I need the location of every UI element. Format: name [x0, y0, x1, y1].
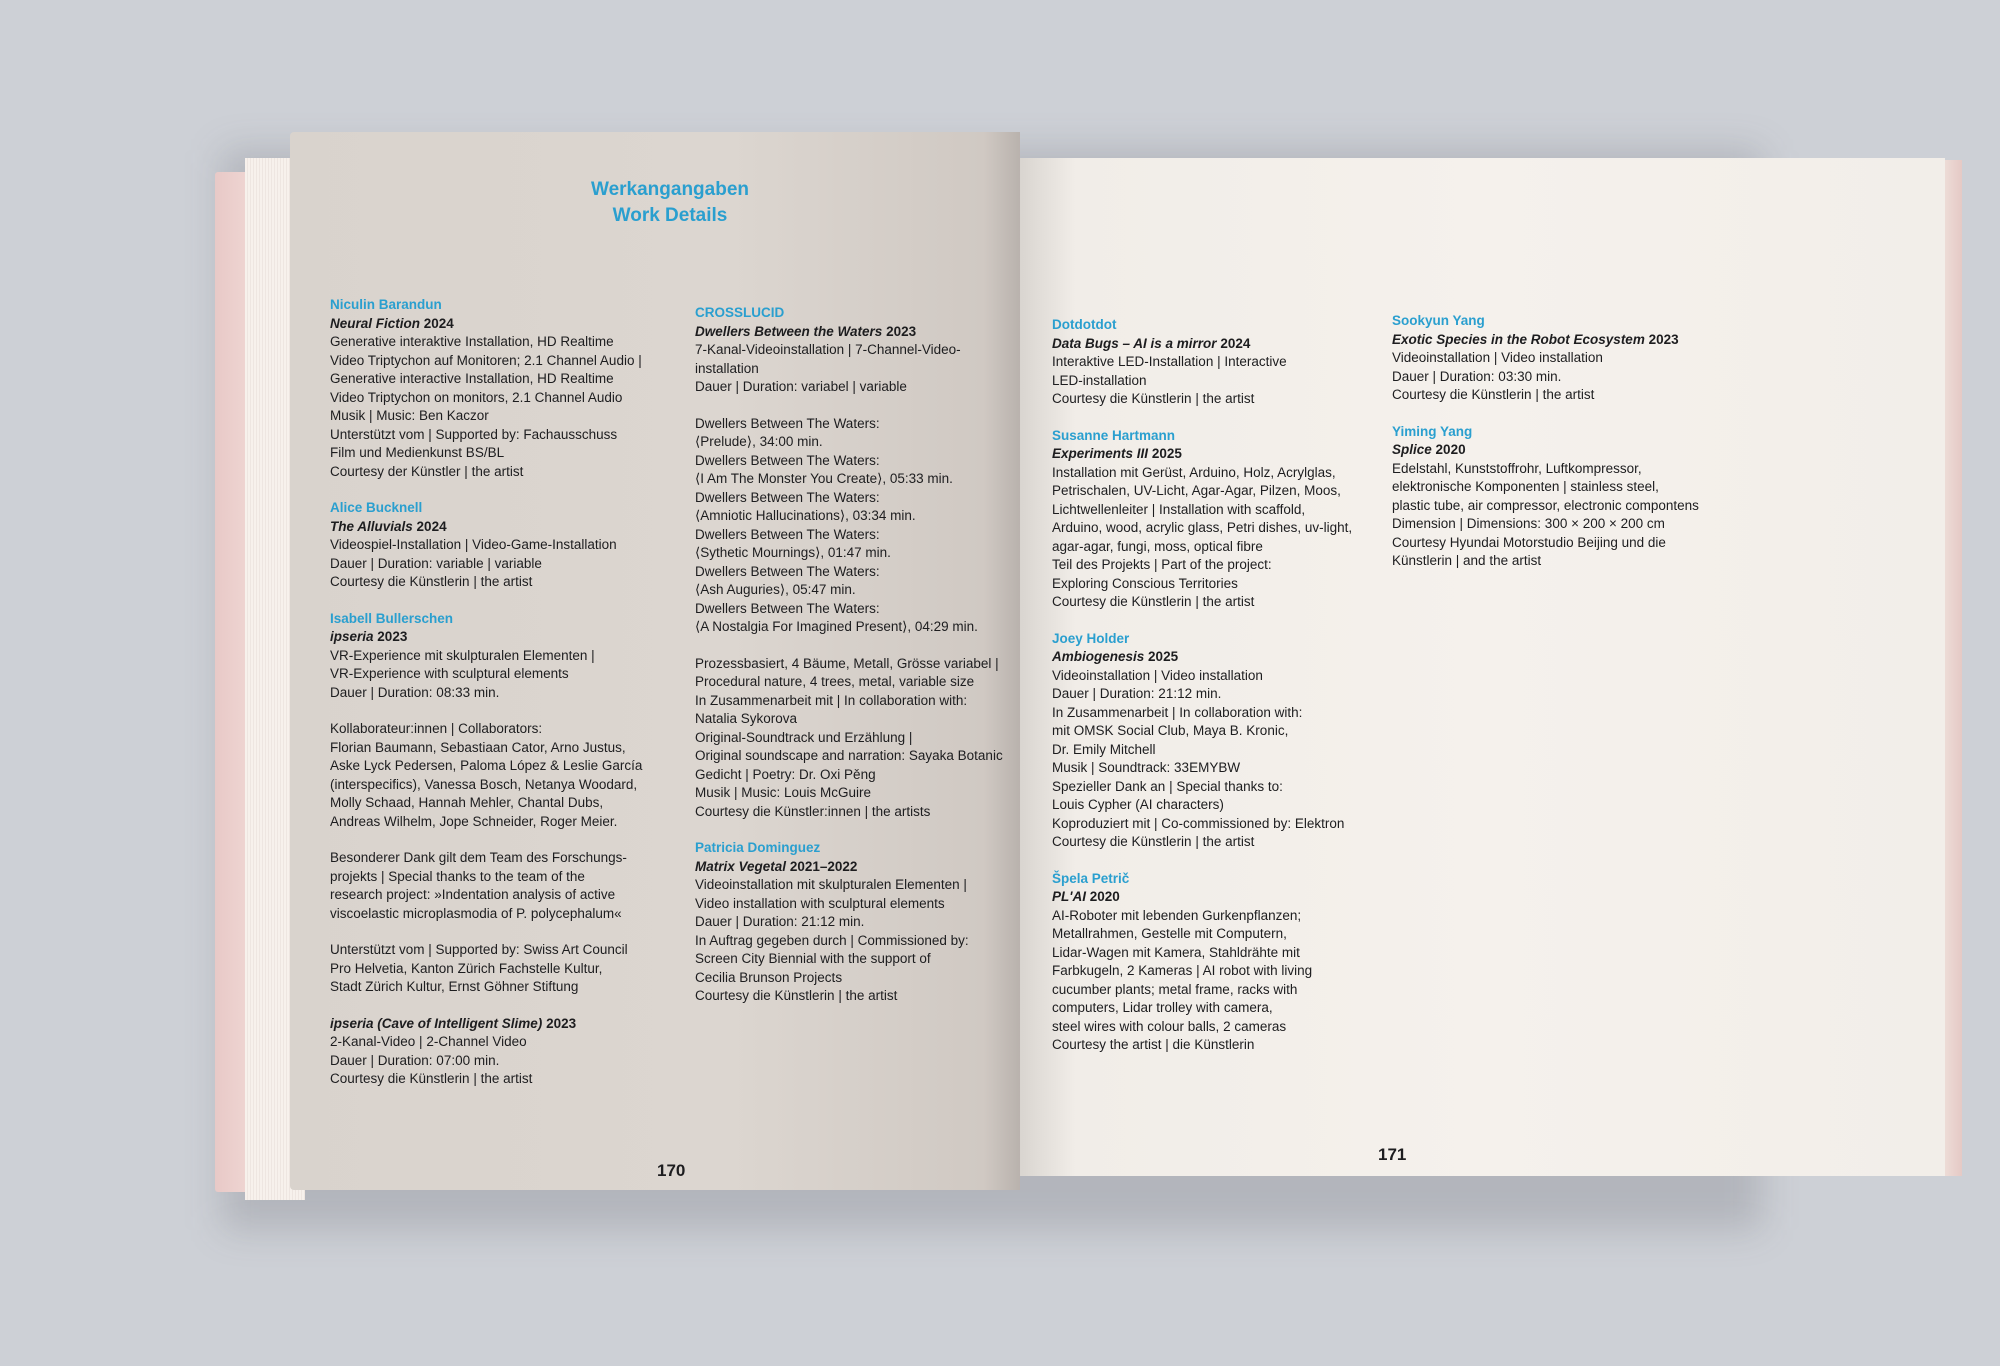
entry-spacer: [695, 821, 1015, 839]
work-title: Splice: [1392, 442, 1432, 457]
work-detail-line: Courtesy die Künstlerin | the artist: [1052, 391, 1255, 406]
work-detail-line: Musik | Music: Ben Kaczor: [330, 408, 489, 423]
work-detail-line: Aske Lyck Pedersen, Paloma López & Leslie García: [330, 758, 643, 773]
left-column-2: [695, 304, 1015, 1006]
work-detail-line: Stadt Zürich Kultur, Ernst Göhner Stiftung: [330, 979, 579, 994]
work-year: 2023: [886, 323, 917, 339]
work-detail-line: Musik | Music: Louis McGuire: [695, 785, 872, 800]
artist-name: Yiming Yang: [1392, 423, 1473, 439]
work-detail-line: Besonderer Dank gilt dem Team des Forschungs-: [330, 850, 627, 865]
work-detail-line: Prozessbasiert, 4 Bäume, Metall, Grösse variabel |: [695, 655, 999, 671]
entry-spacer: [1052, 409, 1392, 427]
work-detail-line: Screen City Biennial with the support of: [695, 951, 931, 966]
work-title-line: [695, 323, 1015, 342]
work-title: Experiments III: [1052, 446, 1149, 461]
work-detail-line: Musik | Soundtrack: 33EMYBW: [1052, 760, 1241, 775]
work-detail-line: VR-Experience with sculptural elements: [330, 666, 569, 681]
work-entry: [695, 821, 1015, 1006]
work-detail-line: Louis Cypher (AI characters): [1052, 797, 1224, 812]
work-year: 2024: [416, 518, 447, 534]
work-detail-line: Courtesy die Künstlerin | the artist: [695, 988, 898, 1003]
work-title: ipseria: [330, 629, 374, 644]
entry-spacer: [1052, 612, 1392, 630]
work-title-line: [330, 518, 670, 537]
paragraph-spacer: [695, 637, 1015, 655]
work-title: Exotic Species in the Robot Ecosystem: [1392, 331, 1645, 347]
work-title-line: [330, 1015, 670, 1034]
work-detail-line: ⟨I Am The Monster You Create⟩, 05:33 min.: [695, 471, 953, 486]
work-detail-line: Film und Medienkunst BS/BL: [330, 445, 505, 460]
work-detail-line: elektronische Komponenten | stainless steel,: [1392, 479, 1659, 494]
artist-name: Susanne Hartmann: [1052, 427, 1176, 443]
work-detail-line: Dwellers Between The Waters:: [695, 600, 880, 616]
artist-name: Špela Petrič: [1052, 870, 1130, 886]
work-detail-line: Pro Helvetia, Kanton Zürich Fachstelle Kultur,: [330, 960, 603, 976]
work-detail-line: Dwellers Between The Waters:: [695, 415, 880, 431]
heading-german: Werkangangaben: [590, 179, 750, 200]
work-entry: [330, 481, 670, 592]
artist-name: Sookyun Yang: [1392, 313, 1485, 328]
work-detail-line: ⟨Ash Auguries⟩, 05:47 min.: [695, 582, 856, 597]
work-detail-line: Installation mit Gerüst, Arduino, Holz, Acrylglas,: [1052, 464, 1336, 480]
entry-spacer: [1392, 405, 1722, 423]
work-detail-line: Dauer | Duration: 03:30 min.: [1392, 368, 1562, 384]
work-title-line: [1392, 331, 1722, 350]
work-detail-line: Videoinstallation | Video installation: [1392, 350, 1603, 365]
work-entry: [1052, 612, 1392, 852]
work-detail-line: Metallrahmen, Gestelle mit Computern,: [1052, 926, 1287, 941]
page-number: 170: [657, 1161, 686, 1180]
work-detail-line: Cecilia Brunson Projects: [695, 969, 843, 985]
artist-name: Joey Holder: [1052, 630, 1130, 646]
page-heading: [540, 177, 800, 229]
work-detail-line: Arduino, wood, acrylic glass, Petri dishes, uv-light,: [1052, 520, 1353, 535]
work-year: 2023: [1648, 331, 1679, 347]
work-detail-line: Lidar-Wagen mit Kamera, Stahldrähte mit: [1052, 944, 1300, 960]
work-detail-line: viscoelastic microplasmodia of P. polycephalum«: [330, 905, 622, 921]
work-title-line: [330, 315, 670, 334]
work-title: Ambiogenesis: [1052, 649, 1145, 664]
work-title-line: [1052, 445, 1392, 464]
work-detail-line: Procedural nature, 4 trees, metal, variable size: [695, 674, 975, 689]
right-column-1: [1052, 316, 1392, 1055]
work-detail-line: Video Triptychon on monitors, 2.1 Channel Audio: [330, 389, 623, 405]
work-detail-line: Dauer | Duration: 08:33 min.: [330, 684, 500, 700]
artist-name: Isabell Bullerschen: [330, 610, 454, 626]
artist-name: Niculin Barandun: [330, 297, 442, 312]
work-detail-line: Courtesy die Künstlerin | the artist: [1052, 834, 1255, 849]
work-year: 2023: [546, 1015, 577, 1031]
work-detail-line: Andreas Wilhelm, Jope Schneider, Roger Meier.: [330, 813, 618, 829]
work-entry: [695, 304, 1015, 821]
artist-name: CROSSLUCID: [695, 305, 785, 320]
work-detail-line: Dwellers Between The Waters:: [695, 489, 880, 505]
work-detail-line: computers, Lidar trolley with camera,: [1052, 1000, 1273, 1015]
work-detail-line: ⟨Sythetic Mournings⟩, 01:47 min.: [695, 545, 891, 560]
work-detail-line: Dwellers Between The Waters:: [695, 526, 880, 542]
work-detail-line: Dauer | Duration: 21:12 min.: [1052, 686, 1222, 701]
artist-name: Dotdotdot: [1052, 317, 1117, 332]
left-column-1: [330, 296, 670, 1089]
work-detail-line: Generative interaktive Installation, HD Realtime: [330, 334, 614, 349]
work-title-line: [330, 628, 670, 647]
work-detail-line: research project: »Indentation analysis of active: [330, 887, 616, 902]
right-column-2: [1392, 312, 1722, 571]
work-title: Matrix Vegetal: [695, 858, 787, 874]
work-detail-line: Courtesy die Künstlerin | the artist: [330, 1071, 533, 1086]
work-entry: [1052, 852, 1392, 1055]
work-detail-line: cucumber plants; metal frame, racks with: [1052, 981, 1298, 997]
work-title-line: [1052, 888, 1392, 907]
work-detail-line: Dauer | Duration: 07:00 min.: [330, 1052, 500, 1068]
work-detail-line: Dauer | Duration: variabel | variable: [695, 379, 907, 394]
work-detail-line: projekts | Special thanks to the team of the: [330, 868, 585, 884]
paragraph-spacer: [330, 923, 670, 941]
work-detail-line: In Zusammenarbeit | In collaboration with:: [1052, 704, 1303, 720]
work-detail-line: Künstlerin | and the artist: [1392, 553, 1542, 568]
work-entry: [1052, 409, 1392, 612]
work-detail-line: Dwellers Between The Waters:: [695, 563, 880, 579]
work-detail-line: Courtesy die Künstlerin | the artist: [1052, 594, 1255, 609]
work-detail-line: Dauer | Duration: variable | variable: [330, 555, 542, 571]
entry-spacer: [330, 997, 670, 1015]
work-detail-line: Interaktive LED-Installation | Interactive: [1052, 354, 1287, 369]
work-title: The Alluvials: [330, 518, 413, 534]
work-detail-line: steel wires with colour balls, 2 cameras: [1052, 1018, 1287, 1034]
work-detail-line: Natalia Sykorova: [695, 711, 798, 726]
work-year: 2024: [1220, 335, 1251, 351]
work-detail-line: Spezieller Dank an | Special thanks to:: [1052, 778, 1283, 794]
work-detail-line: Videospiel-Installation | Video-Game-Installation: [330, 537, 617, 552]
work-year: 2020: [1435, 442, 1466, 457]
work-detail-line: ⟨Amniotic Hallucinations⟩, 03:34 min.: [695, 508, 916, 523]
work-detail-line: Video installation with sculptural elements: [695, 895, 945, 911]
work-detail-line: Courtesy Hyundai Motorstudio Beijing und die: [1392, 534, 1666, 550]
work-detail-line: Original soundscape and narration: Sayaka Botanic: [695, 748, 1003, 763]
entry-spacer: [330, 481, 670, 499]
work-detail-line: plastic tube, air compressor, electronic compontens: [1392, 497, 1699, 513]
work-year: 2023: [377, 629, 408, 644]
work-detail-line: Courtesy die Künstlerin | the artist: [1392, 387, 1595, 402]
work-title: PL'AI: [1052, 889, 1086, 904]
work-year: 2025: [1151, 446, 1182, 461]
work-entry: [330, 296, 670, 481]
work-detail-line: 2-Kanal-Video | 2-Channel Video: [330, 1034, 527, 1049]
work-entry: [1392, 405, 1722, 571]
work-detail-line: agar-agar, fungi, moss, optical fibre: [1052, 538, 1263, 554]
work-detail-line: Dimension | Dimensions: 300 × 200 × 200 cm: [1392, 516, 1665, 531]
work-detail-line: Videoinstallation | Video installation: [1052, 667, 1263, 683]
work-detail-line: Petrischalen, UV-Licht, Agar-Agar, Pilzen, Moos,: [1052, 483, 1341, 498]
work-title: Neural Fiction: [330, 315, 421, 331]
work-year: 2024: [423, 315, 454, 331]
left-page: [290, 132, 1020, 1190]
work-title-line: [1392, 441, 1722, 460]
paragraph-spacer: [330, 702, 670, 720]
work-year: 2025: [1148, 649, 1179, 664]
work-detail-line: Video Triptychon auf Monitoren; 2.1 Channel Audio |: [330, 352, 642, 368]
work-detail-line: Dr. Emily Mitchell: [1052, 741, 1156, 757]
work-title-line: [1052, 648, 1392, 667]
artist-name: Alice Bucknell: [330, 500, 423, 515]
work-detail-line: ⟨A Nostalgia For Imagined Present⟩, 04:29 min.: [695, 619, 978, 634]
right-page: [1020, 158, 1945, 1176]
work-detail-line: 7-Kanal-Videoinstallation | 7-Channel-Video-: [695, 342, 961, 357]
entry-spacer: [330, 592, 670, 610]
paragraph-spacer: [695, 397, 1015, 415]
work-detail-line: Molly Schaad, Hannah Mehler, Chantal Dubs,: [330, 795, 604, 810]
artist-name: Patricia Dominguez: [695, 840, 821, 855]
page-number: 171: [1378, 1145, 1407, 1164]
work-entry: [1392, 312, 1722, 405]
work-detail-line: ⟨Prelude⟩, 34:00 min.: [695, 434, 823, 449]
work-detail-line: Farbkugeln, 2 Kameras | AI robot with living: [1052, 963, 1313, 978]
work-title: Dwellers Between the Waters: [695, 323, 883, 339]
work-detail-line: (interspecifics), Vanessa Bosch, Netanya Woodard,: [330, 776, 638, 792]
work-detail-line: In Auftrag gegeben durch | Commissioned by:: [695, 932, 969, 948]
work-detail-line: AI-Roboter mit lebenden Gurkenpflanzen;: [1052, 907, 1302, 923]
work-title-line: [695, 858, 1015, 877]
work-detail-line: Edelstahl, Kunststoffrohr, Luftkompressor,: [1392, 460, 1642, 476]
entry-spacer: [1052, 852, 1392, 870]
work-detail-line: Florian Baumann, Sebastiaan Cator, Arno Justus,: [330, 739, 626, 755]
work-detail-line: mit OMSK Social Club, Maya B. Kronic,: [1052, 723, 1289, 738]
work-detail-line: Lichtwellenleiter | Installation with scaffold,: [1052, 501, 1306, 517]
work-detail-line: Unterstützt vom | Supported by: Fachausschuss: [330, 426, 618, 442]
work-detail-line: Courtesy der Künstler | the artist: [330, 463, 524, 479]
work-detail-line: Courtesy die Künstler:innen | the artists: [695, 803, 931, 819]
heading-english: Work Details: [612, 205, 728, 226]
work-detail-line: Teil des Projekts | Part of the project:: [1052, 557, 1272, 572]
work-detail-line: Courtesy die Künstlerin | the artist: [330, 574, 533, 589]
work-entry: [330, 592, 670, 997]
work-year: 2021–2022: [789, 858, 858, 874]
paragraph-spacer: [330, 831, 670, 849]
work-detail-line: Dwellers Between The Waters:: [695, 452, 880, 468]
work-detail-line: Courtesy the artist | die Künstlerin: [1052, 1037, 1255, 1052]
work-detail-line: installation: [695, 360, 759, 376]
work-detail-line: Dauer | Duration: 21:12 min.: [695, 914, 865, 929]
work-detail-line: Koproduziert mit | Co-commissioned by: Elektron: [1052, 815, 1345, 831]
work-detail-line: VR-Experience mit skulpturalen Elementen |: [330, 647, 595, 663]
work-detail-line: Gedicht | Poetry: Dr. Oxi Pěng: [695, 766, 876, 782]
work-title: Data Bugs – AI is a mirror: [1052, 335, 1217, 351]
work-detail-line: Kollaborateur:innen | Collaborators:: [330, 721, 543, 736]
work-detail-line: Unterstützt vom | Supported by: Swiss Art Council: [330, 942, 628, 957]
work-detail-line: Original-Soundtrack und Erzählung |: [695, 729, 913, 745]
work-detail-line: LED-installation: [1052, 372, 1147, 388]
work-title: ipseria (Cave of Intelligent Slime): [330, 1015, 543, 1031]
work-detail-line: Exploring Conscious Territories: [1052, 575, 1238, 591]
work-detail-line: Videoinstallation mit skulpturalen Elementen |: [695, 877, 967, 892]
work-detail-line: In Zusammenarbeit mit | In collaboration with:: [695, 692, 968, 708]
work-detail-line: Generative interactive Installation, HD Realtime: [330, 371, 614, 386]
work-year: 2020: [1089, 889, 1120, 904]
work-entry: [1052, 316, 1392, 409]
work-title-line: [1052, 335, 1392, 354]
work-entry: [330, 997, 670, 1089]
